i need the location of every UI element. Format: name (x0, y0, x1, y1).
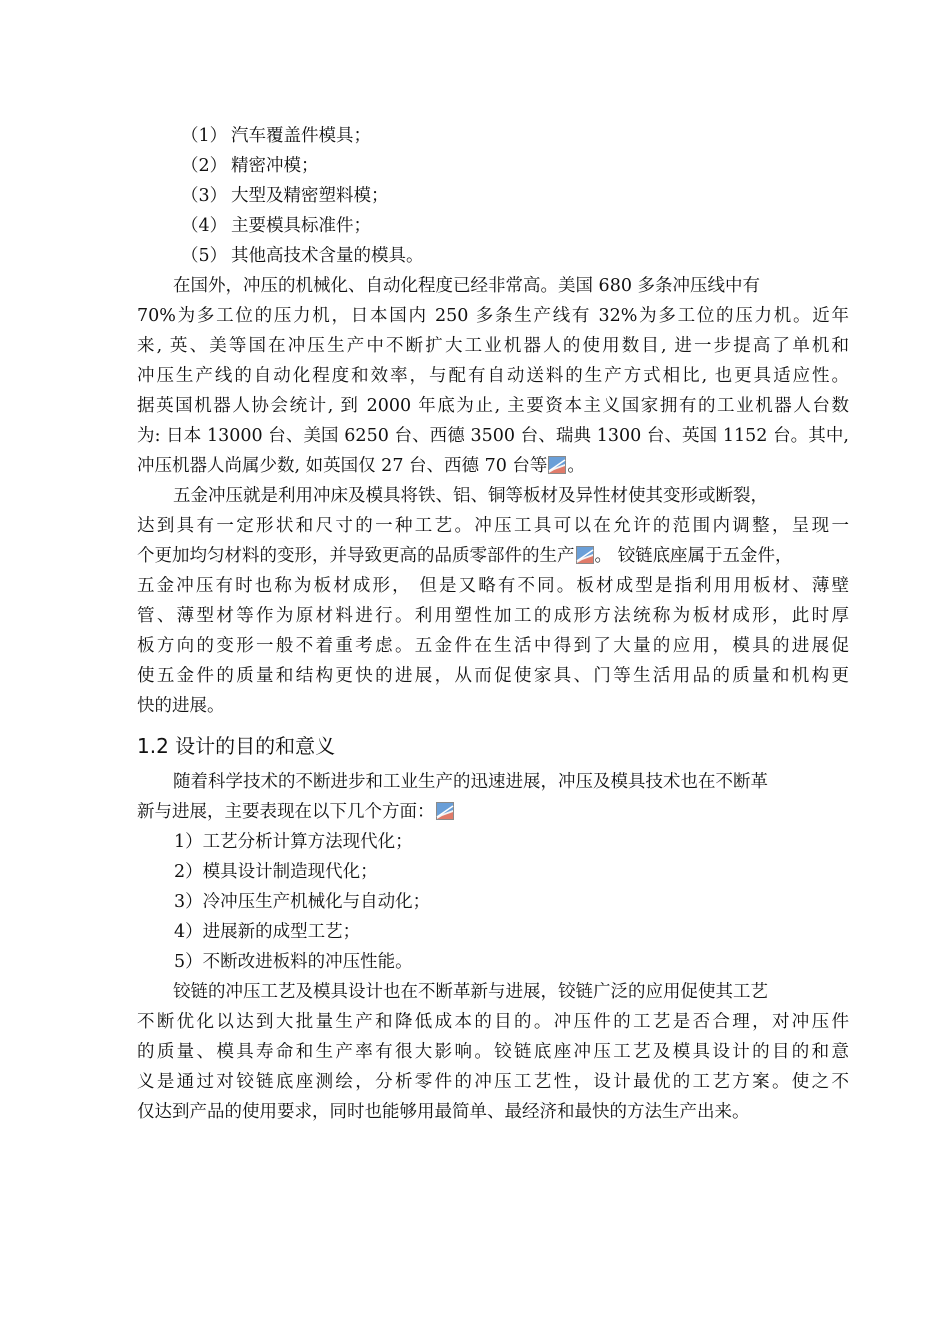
paragraph-hardware-stamping (137, 481, 849, 721)
paragraph-line: 仅达到产品的使用要求，同时也能够用最简单、最经济和最快的方法生产出来。 (137, 1102, 750, 1122)
list-model-types (137, 121, 849, 271)
broken-image-icon (436, 802, 454, 820)
paragraph-design-purpose (137, 977, 849, 1127)
paragraph-line: 达到具有一定形状和尺寸的一种工艺。冲压工具可以在允许的范围内调整，呈现一 (137, 516, 849, 536)
paragraph-line: 板方向的变形一般不着重考虑。五金件在生活中得到了大量的应用，模具的进展促 (137, 636, 849, 656)
paragraph-line: 义是通过对铰链底座测绘，分析零件的冲压工艺性，设计最优的工艺方案。使之不 (137, 1072, 849, 1092)
list-technology-aspects (137, 827, 849, 977)
list-item: 5）不断改进板料的冲压性能。 (174, 952, 413, 972)
paragraph-line: 铰链的冲压工艺及模具设计也在不断革新与进展，铰链广泛的应用促使其工艺 (173, 982, 768, 1002)
list-item: （1） 汽车覆盖件模具； (181, 126, 371, 146)
paragraph-line: 在国外，冲压的机械化、自动化程度已经非常高。美国 680 多条冲压线中有 (173, 276, 761, 296)
paragraph-line: 的质量、模具寿命和生产率有很大影响。铰链底座冲压工艺及模具设计的目的和意 (137, 1042, 849, 1062)
list-item: 4）进展新的成型工艺； (174, 922, 361, 942)
list-item: （5） 其他高技术含量的模具。 (181, 246, 424, 266)
list-item: （3） 大型及精密塑料模； (181, 186, 389, 206)
document-page (137, 121, 849, 1127)
paragraph-line: 冲压生产线的自动化程度和效率，与配有自动送料的生产方式相比, 也更具适应性。 (137, 366, 849, 386)
broken-image-icon (576, 546, 594, 564)
list-item: 1）工艺分析计算方法现代化； (174, 832, 413, 852)
paragraph-line: 70%为多工位的压力机，日本国内 250 多条生产线有 32%为多工位的压力机。近年 (137, 306, 849, 326)
paragraph-line: 管、薄型材等作为原材料进行。利用塑性加工的成形方法统称为板材成形，此时厚 (137, 606, 849, 626)
paragraph-line: 随着科学技术的不断进步和工业生产的迅速进展，冲压及模具技术也在不断革 (173, 772, 768, 792)
list-item: 3）冷冲压生产机械化与自动化； (174, 892, 431, 912)
paragraph-line: 五金冲压就是利用冲床及模具将铁、铝、铜等板材及异性材使其变形或断裂， (173, 486, 768, 506)
paragraph-line: 快的进展。 (137, 696, 225, 716)
list-item: 2）模具设计制造现代化； (174, 862, 378, 882)
section-heading: 1.2 设计的目的和意义 (137, 734, 336, 758)
paragraph-line: 据英国机器人协会统计, 到 2000 年底为止, 主要资本主义国家拥有的工业机器人台数 (137, 396, 849, 416)
list-item: （4） 主要模具标准件； (181, 216, 371, 236)
paragraph-line: 为: 日本 13000 台、美国 6250 台、西德 3500 台、瑞典 1300 台、英国 1152 台。其中, (137, 426, 849, 446)
paragraph-line: 个更加均匀材料的变形，并导致更高的品质零部件的生产 。 铰链底座属于五金件， (137, 546, 793, 566)
paragraph-line: 五金冲压有时也称为板材成形， 但是又略有不同。板材成型是指利用用板材、薄壁 (137, 576, 849, 596)
paragraph-technology-progress (137, 767, 849, 827)
paragraph-line: 使五金件的质量和结构更快的进展，从而促使家具、门等生活用品的质量和机构更 (137, 666, 849, 686)
paragraph-line: 冲压机器人尚属少数, 如英国仅 27 台、西德 70 台等 。 (137, 456, 585, 476)
paragraph-line: 来, 英、美等国在冲压生产中不断扩大工业机器人的使用数目, 进一步提高了单机和 (137, 336, 849, 356)
broken-image-icon (548, 456, 566, 474)
list-item: （2） 精密冲模； (181, 156, 319, 176)
paragraph-line: 新与进展，主要表现在以下几个方面： (137, 797, 849, 827)
paragraph-line: 不断优化以达到大批量生产和降低成本的目的。冲压件的工艺是否合理，对冲压件 (137, 1012, 849, 1032)
paragraph-abroad-automation (137, 271, 849, 481)
